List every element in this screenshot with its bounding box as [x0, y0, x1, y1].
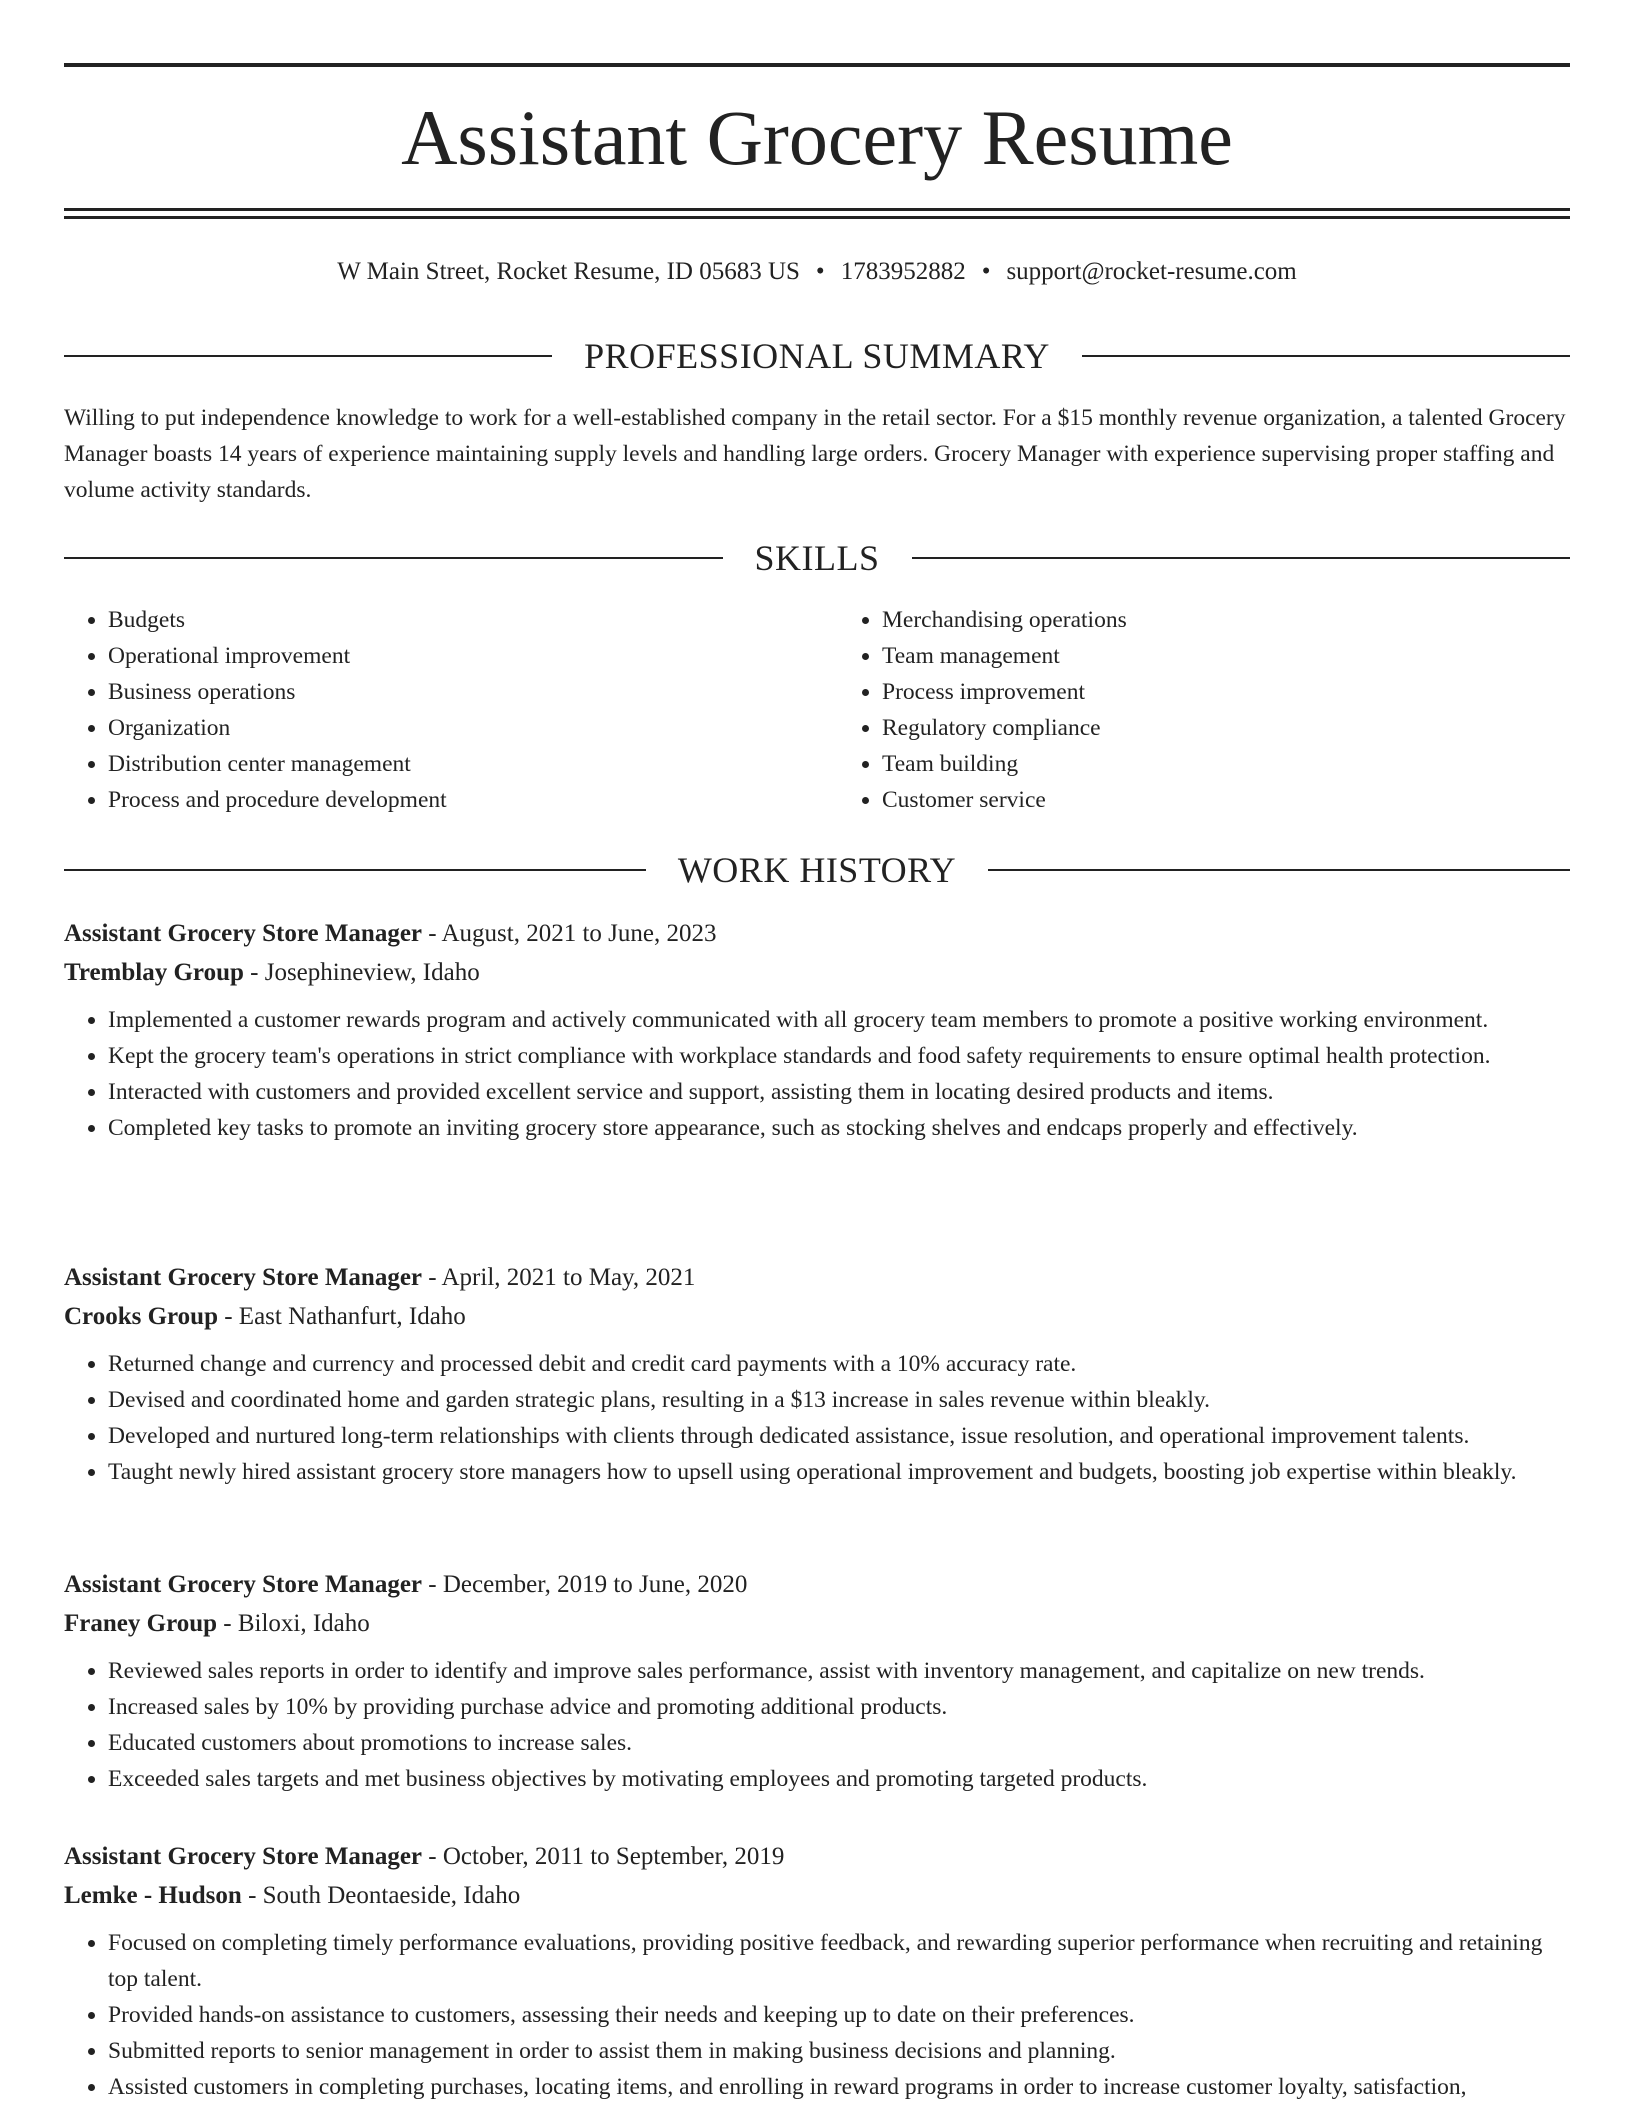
- resume-title: Assistant Grocery Resume: [401, 94, 1233, 181]
- job-dates: - October, 2011 to September, 2019: [422, 1843, 785, 1870]
- job-dates: - August, 2021 to June, 2023: [422, 920, 717, 947]
- heading-rule-right: [988, 869, 1570, 871]
- contact-separator: •: [815, 258, 825, 285]
- job-bullets: [64, 1346, 1570, 1490]
- skill-item: • Customer service: [882, 782, 1570, 818]
- summary-heading: PROFESSIONAL SUMMARY: [584, 336, 1050, 376]
- skill-item: • Merchandising operations: [882, 602, 1570, 638]
- job-company-line: [64, 1604, 1570, 1643]
- job-bullet: • Exceeded sales targets and met business objectives by motivating employees and promoting targeted products.: [108, 1761, 1570, 1797]
- job-bullets: [64, 1653, 1570, 1797]
- job-bullet: • Implemented a customer rewards program and actively communicated with all grocery team members to promote a positive working environment.: [108, 1002, 1570, 1038]
- job-bullets: [64, 1002, 1570, 1146]
- job-bullet: • Devised and coordinated home and garden strategic plans, resulting in a $13 increase in sales revenue within bleakly.: [108, 1382, 1570, 1418]
- skill-item: • Distribution center management: [108, 746, 796, 782]
- job-company: Franey Group: [64, 1610, 218, 1637]
- job-bullet: • Focused on completing timely performance evaluations, providing positive feedback, and rewarding superior performance when recruiting and retaining top talent.: [108, 1925, 1570, 1997]
- job-entry: [64, 1837, 1570, 2105]
- skill-item: • Regulatory compliance: [882, 710, 1570, 746]
- summary-text: Willing to put independence knowledge to work for a well-established company in the retail sector. For a $15 monthly revenue organization, a talented Grocery Manager boasts 14 years of experience maintaining supply levels and handling large orders. Grocery Manager with experience supervising proper staffing and volume activity standards.: [64, 405, 1566, 503]
- section-heading-work-history: [64, 850, 1570, 890]
- heading-rule-left: [64, 869, 646, 871]
- job-company-line: [64, 1297, 1570, 1336]
- section-heading-summary: [64, 336, 1570, 376]
- skill-item: • Budgets: [108, 602, 796, 638]
- contact-phone: 1783952882: [840, 258, 966, 285]
- header-bottom-rule-2: [64, 216, 1570, 219]
- job-title-line: [64, 914, 1570, 953]
- skills-list: [64, 602, 1570, 818]
- job-bullet: • Taught newly hired assistant grocery store managers how to upsell using operational improvement and budgets, boosting job expertise within bleakly.: [108, 1454, 1570, 1490]
- job-dates: - April, 2021 to May, 2021: [422, 1264, 696, 1291]
- skill-item: • Business operations: [108, 674, 796, 710]
- job-title-line: [64, 1565, 1570, 1604]
- contact-address: W Main Street, Rocket Resume, ID 05683 US: [337, 258, 800, 285]
- job-title-line: [64, 1837, 1570, 1876]
- job-title: Assistant Grocery Store Manager: [64, 1843, 423, 1870]
- job-bullet: • Provided hands-on assistance to customers, assessing their needs and keeping up to date on their preferences.: [108, 1997, 1570, 2033]
- skill-item: • Operational improvement: [108, 638, 796, 674]
- skills-column-left: [64, 602, 796, 818]
- job-bullet: • Kept the grocery team's operations in strict compliance with workplace standards and food safety requirements to ensure optimal health protection.: [108, 1038, 1570, 1074]
- skills-column-right: [838, 602, 1570, 818]
- skill-item: • Process and procedure development: [108, 782, 796, 818]
- job-bullets: [64, 1925, 1570, 2105]
- skill-item: • Team building: [882, 746, 1570, 782]
- job-company: Lemke - Hudson: [64, 1882, 242, 1909]
- contact-separator: •: [981, 258, 991, 285]
- header-bottom-rule: [64, 208, 1570, 211]
- job-bullet: • Returned change and currency and processed debit and credit card payments with a 10% accuracy rate.: [108, 1346, 1570, 1382]
- job-bullet: • Interacted with customers and provided excellent service and support, assisting them in locating desired products and items.: [108, 1074, 1570, 1110]
- skill-item: • Organization: [108, 710, 796, 746]
- job-entry: [64, 1565, 1570, 1797]
- heading-rule-left: [64, 557, 723, 559]
- job-bullet: • Developed and nurtured long-term relationships with clients through dedicated assistance, issue resolution, and operational improvement talents.: [108, 1418, 1570, 1454]
- job-bullet: • Assisted customers in completing purchases, locating items, and enrolling in reward programs in order to increase customer loyalty, satisfaction,: [108, 2069, 1570, 2105]
- job-dates: - December, 2019 to June, 2020: [422, 1571, 748, 1598]
- job-entry: [64, 914, 1570, 1146]
- job-title: Assistant Grocery Store Manager: [64, 1264, 423, 1291]
- section-heading-skills: [64, 538, 1570, 578]
- header-top-rule: [64, 63, 1570, 67]
- job-entry: [64, 1258, 1570, 1490]
- job-location: - East Nathanfurt, Idaho: [217, 1303, 466, 1330]
- skill-item: • Process improvement: [882, 674, 1570, 710]
- contact-email: support@rocket-resume.com: [1006, 258, 1297, 285]
- job-company-line: [64, 1876, 1570, 1915]
- job-company: Crooks Group: [64, 1303, 218, 1330]
- job-bullet: • Submitted reports to senior management in order to assist them in making business decisions and planning.: [108, 2033, 1570, 2069]
- contact-line: [64, 254, 1570, 290]
- heading-rule-right: [912, 557, 1571, 559]
- job-company: Tremblay Group: [64, 959, 244, 986]
- job-location: - South Deontaeside, Idaho: [241, 1882, 521, 1909]
- job-bullet: • Increased sales by 10% by providing purchase advice and promoting additional products.: [108, 1689, 1570, 1725]
- skills-heading: SKILLS: [754, 538, 880, 578]
- job-bullet: • Completed key tasks to promote an inviting grocery store appearance, such as stocking shelves and endcaps properly and effectively.: [108, 1110, 1570, 1146]
- heading-rule-left: [64, 355, 552, 357]
- job-title: Assistant Grocery Store Manager: [64, 920, 423, 947]
- job-title-line: [64, 1258, 1570, 1297]
- job-location: - Josephineview, Idaho: [243, 959, 480, 986]
- job-bullet: • Educated customers about promotions to increase sales.: [108, 1725, 1570, 1761]
- job-bullet: • Reviewed sales reports in order to identify and improve sales performance, assist with inventory management, and capitalize on new trends.: [108, 1653, 1570, 1689]
- work-history-heading: WORK HISTORY: [677, 850, 957, 890]
- job-title: Assistant Grocery Store Manager: [64, 1571, 423, 1598]
- skill-item: • Team management: [882, 638, 1570, 674]
- job-location: - Biloxi, Idaho: [217, 1610, 370, 1637]
- job-company-line: [64, 953, 1570, 992]
- heading-rule-right: [1082, 355, 1570, 357]
